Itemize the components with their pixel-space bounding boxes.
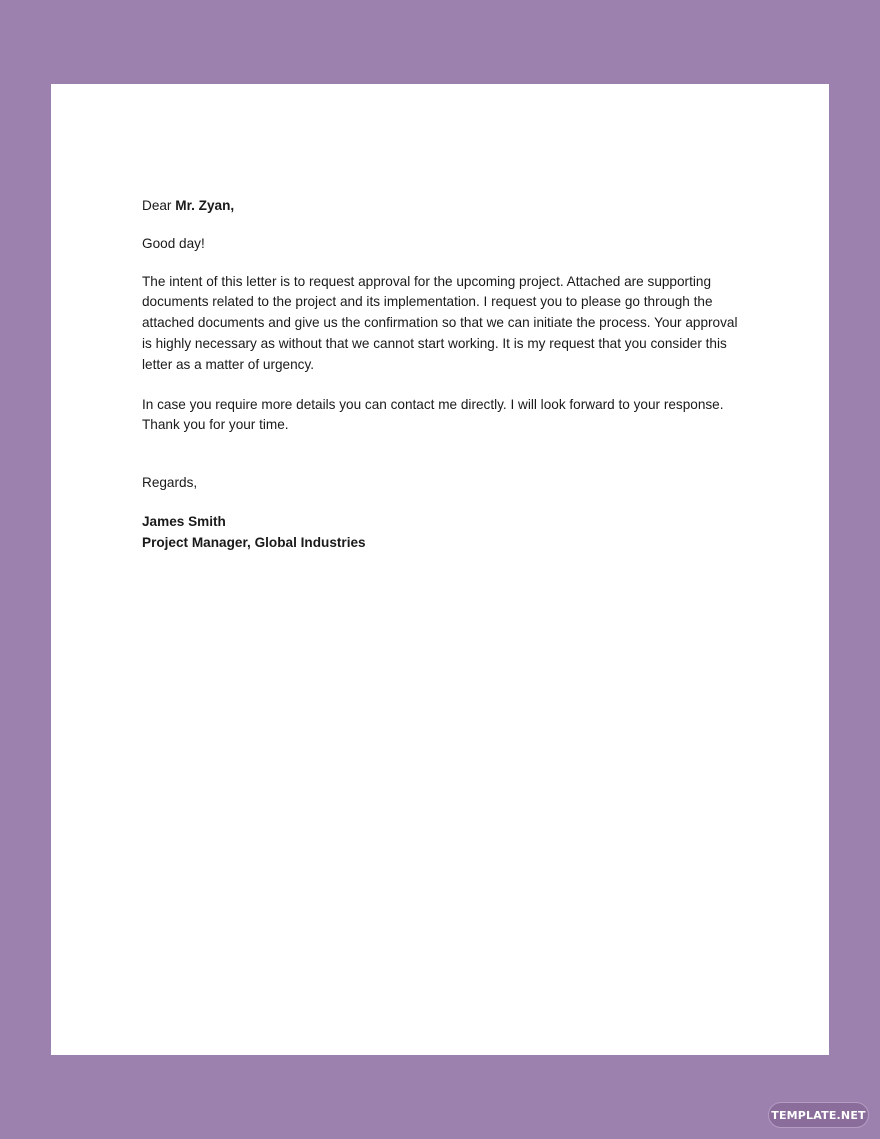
letter-body [142,196,742,554]
greeting: Good day! [142,235,205,251]
recipient-name: Mr. Zyan, [175,198,235,213]
signer-name: James Smith [142,513,226,529]
paragraph-contact: In case you require more details you can contact me directly. I will look forward to your response. Thank you for your time. [142,396,724,433]
salutation [142,196,742,217]
watermark-badge[interactable] [768,1102,869,1128]
letter-page [51,84,829,1055]
paragraph-request: The intent of this letter is to request approval for the upcoming project. Attached are supporting documents related to the project and its implementation. I request you to please go through the attached documents and give us the confirmation so that we can initiate the process. Your approval is highly necessary as without that we cannot start working. It is my request that you consider this letter as a matter of urgency. [142,273,738,372]
closing: Regards, [142,475,198,491]
salutation-prefix: Dear [142,198,176,213]
signer-title: Project Manager, Global Industries [142,534,366,550]
watermark-text: TEMPLATE.NET [771,1108,866,1122]
